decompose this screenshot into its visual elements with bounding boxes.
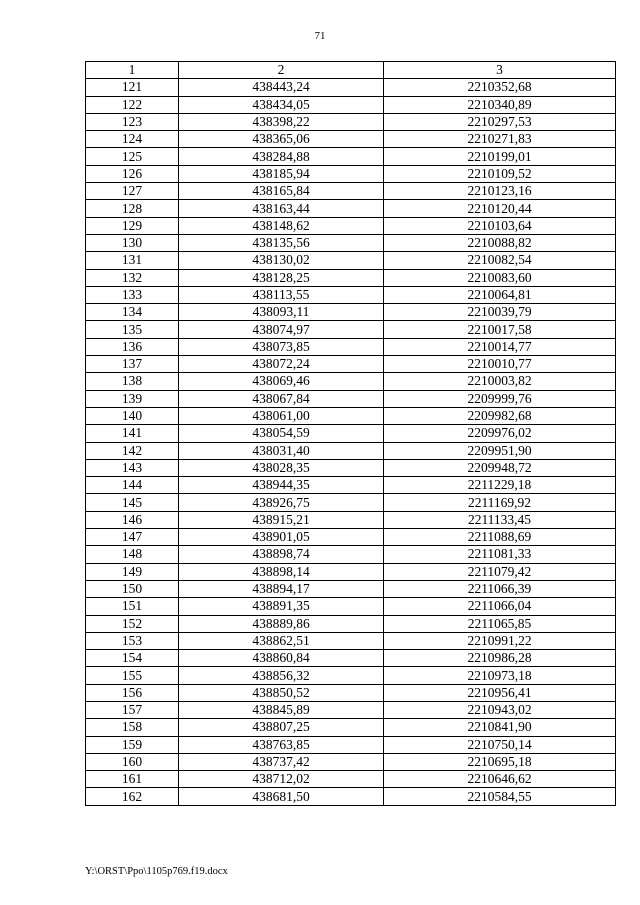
table-cell-col-1: 160	[86, 753, 179, 770]
table-row	[86, 580, 616, 597]
table-cell-col-3: 2210956,41	[384, 684, 616, 701]
table-cell-col-2: 438807,25	[179, 719, 384, 736]
table-cell-col-2: 438889,86	[179, 615, 384, 632]
table-body	[86, 79, 616, 805]
table-cell-col-1: 153	[86, 632, 179, 649]
table-cell-col-1: 131	[86, 252, 179, 269]
table-row	[86, 511, 616, 528]
table-cell-col-1: 150	[86, 580, 179, 597]
table-cell-col-2: 438069,46	[179, 373, 384, 390]
table-cell-col-2: 438862,51	[179, 632, 384, 649]
table-cell-col-1: 123	[86, 113, 179, 130]
table-cell-col-3: 2210120,44	[384, 200, 616, 217]
table-cell-col-3: 2211081,33	[384, 546, 616, 563]
table-cell-col-1: 140	[86, 407, 179, 424]
table-cell-col-2: 438165,84	[179, 183, 384, 200]
table-row	[86, 113, 616, 130]
table-cell-col-3: 2210017,58	[384, 321, 616, 338]
table-row	[86, 252, 616, 269]
table-cell-col-2: 438093,11	[179, 304, 384, 321]
table-cell-col-1: 138	[86, 373, 179, 390]
table-row	[86, 771, 616, 788]
table-cell-col-1: 134	[86, 304, 179, 321]
table-cell-col-2: 438073,85	[179, 338, 384, 355]
table-cell-col-3: 2210841,90	[384, 719, 616, 736]
table-cell-col-1: 161	[86, 771, 179, 788]
table-cell-col-2: 438185,94	[179, 165, 384, 182]
table-cell-col-3: 2210010,77	[384, 356, 616, 373]
table-cell-col-3: 2210123,16	[384, 183, 616, 200]
table-row	[86, 615, 616, 632]
table-cell-col-3: 2210039,79	[384, 304, 616, 321]
table-row	[86, 494, 616, 511]
table-cell-col-1: 132	[86, 269, 179, 286]
table-cell-col-2: 438135,56	[179, 234, 384, 251]
table-cell-col-1: 154	[86, 650, 179, 667]
table-row	[86, 356, 616, 373]
table-cell-col-1: 130	[86, 234, 179, 251]
table-cell-col-3: 2210199,01	[384, 148, 616, 165]
table-cell-col-3: 2211133,45	[384, 511, 616, 528]
table-cell-col-3: 2209948,72	[384, 459, 616, 476]
table-cell-col-1: 162	[86, 788, 179, 805]
table-cell-col-3: 2210064,81	[384, 286, 616, 303]
table-row	[86, 459, 616, 476]
table-row	[86, 269, 616, 286]
table-cell-col-2: 438856,32	[179, 667, 384, 684]
table-row	[86, 788, 616, 805]
table-cell-col-2: 438944,35	[179, 477, 384, 494]
table-cell-col-1: 124	[86, 131, 179, 148]
table-cell-col-2: 438128,25	[179, 269, 384, 286]
table-cell-col-2: 438763,85	[179, 736, 384, 753]
table-cell-col-1: 157	[86, 701, 179, 718]
table-row	[86, 529, 616, 546]
table-cell-col-2: 438894,17	[179, 580, 384, 597]
table-cell-col-2: 438712,02	[179, 771, 384, 788]
table-cell-col-3: 2210109,52	[384, 165, 616, 182]
table-row	[86, 407, 616, 424]
table-cell-col-2: 438163,44	[179, 200, 384, 217]
table-cell-col-1: 125	[86, 148, 179, 165]
footer-file-path: Y:\ORST\Ppo\1105p769.f19.docx	[85, 866, 228, 877]
table-row	[86, 425, 616, 442]
table-cell-col-2: 438398,22	[179, 113, 384, 130]
table-cell-col-1: 121	[86, 79, 179, 96]
table-row	[86, 304, 616, 321]
table-cell-col-3: 2211066,39	[384, 580, 616, 597]
table-cell-col-1: 142	[86, 442, 179, 459]
table-cell-col-1: 151	[86, 598, 179, 615]
table-cell-col-3: 2210973,18	[384, 667, 616, 684]
table-row	[86, 736, 616, 753]
table-cell-col-3: 2211066,04	[384, 598, 616, 615]
table-cell-col-1: 152	[86, 615, 179, 632]
table-row	[86, 234, 616, 251]
table-cell-col-2: 438031,40	[179, 442, 384, 459]
table-cell-col-2: 438850,52	[179, 684, 384, 701]
table-cell-col-3: 2210103,64	[384, 217, 616, 234]
table-row	[86, 96, 616, 113]
table-cell-col-2: 438434,05	[179, 96, 384, 113]
table-cell-col-2: 438926,75	[179, 494, 384, 511]
page-number: 71	[314, 30, 326, 42]
table-cell-col-2: 438113,55	[179, 286, 384, 303]
table-row	[86, 650, 616, 667]
table-row	[86, 79, 616, 96]
table-row	[86, 753, 616, 770]
table-header	[86, 62, 616, 79]
table-cell-col-2: 438915,21	[179, 511, 384, 528]
table-cell-col-1: 126	[86, 165, 179, 182]
table-cell-col-1: 156	[86, 684, 179, 701]
table-row	[86, 598, 616, 615]
table-cell-col-2: 438284,88	[179, 148, 384, 165]
table-row	[86, 442, 616, 459]
table-row	[86, 701, 616, 718]
table-cell-col-2: 438067,84	[179, 390, 384, 407]
table-cell-col-2: 438898,74	[179, 546, 384, 563]
coordinates-table	[85, 61, 616, 806]
table-cell-col-3: 2210986,28	[384, 650, 616, 667]
table-row	[86, 183, 616, 200]
table-cell-col-1: 149	[86, 563, 179, 580]
table-cell-col-3: 2211088,69	[384, 529, 616, 546]
table-cell-col-2: 438737,42	[179, 753, 384, 770]
table-cell-col-1: 127	[86, 183, 179, 200]
table-cell-col-3: 2210088,82	[384, 234, 616, 251]
table-cell-col-1: 135	[86, 321, 179, 338]
table-cell-col-2: 438860,84	[179, 650, 384, 667]
table-cell-col-1: 122	[86, 96, 179, 113]
table-cell-col-1: 139	[86, 390, 179, 407]
table-row	[86, 719, 616, 736]
table-cell-col-3: 2210003,82	[384, 373, 616, 390]
table-cell-col-1: 133	[86, 286, 179, 303]
table-cell-col-1: 129	[86, 217, 179, 234]
header-col-2: 2	[179, 62, 384, 79]
table-cell-col-1: 136	[86, 338, 179, 355]
table-cell-col-3: 2210271,83	[384, 131, 616, 148]
table-cell-col-2: 438845,89	[179, 701, 384, 718]
table-cell-col-2: 438901,05	[179, 529, 384, 546]
table-cell-col-3: 2210991,22	[384, 632, 616, 649]
table-row	[86, 373, 616, 390]
table-cell-col-2: 438054,59	[179, 425, 384, 442]
table-cell-col-2: 438028,35	[179, 459, 384, 476]
table-cell-col-3: 2209951,90	[384, 442, 616, 459]
table-row	[86, 321, 616, 338]
table-cell-col-3: 2210014,77	[384, 338, 616, 355]
table-cell-col-3: 2210083,60	[384, 269, 616, 286]
table-cell-col-2: 438148,62	[179, 217, 384, 234]
table-row	[86, 667, 616, 684]
table-cell-col-3: 2210352,68	[384, 79, 616, 96]
table-cell-col-1: 141	[86, 425, 179, 442]
table-row	[86, 200, 616, 217]
table-row	[86, 632, 616, 649]
table-cell-col-3: 2210943,02	[384, 701, 616, 718]
table-cell-col-3: 2211065,85	[384, 615, 616, 632]
table-cell-col-2: 438061,00	[179, 407, 384, 424]
table-row	[86, 286, 616, 303]
table-cell-col-3: 2211229,18	[384, 477, 616, 494]
table-row	[86, 563, 616, 580]
table-cell-col-1: 159	[86, 736, 179, 753]
table-cell-col-2: 438443,24	[179, 79, 384, 96]
table-cell-col-3: 2209976,02	[384, 425, 616, 442]
table-row	[86, 390, 616, 407]
header-col-3: 3	[384, 62, 616, 79]
table-cell-col-2: 438130,02	[179, 252, 384, 269]
table-row	[86, 546, 616, 563]
table-row	[86, 684, 616, 701]
table-cell-col-1: 147	[86, 529, 179, 546]
table-cell-col-2: 438074,97	[179, 321, 384, 338]
table-row	[86, 148, 616, 165]
table-row	[86, 477, 616, 494]
table-cell-col-3: 2210082,54	[384, 252, 616, 269]
table-cell-col-1: 145	[86, 494, 179, 511]
table-cell-col-3: 2210750,14	[384, 736, 616, 753]
table-cell-col-3: 2211169,92	[384, 494, 616, 511]
table-row	[86, 217, 616, 234]
table-cell-col-3: 2209999,76	[384, 390, 616, 407]
table-cell-col-3: 2210695,18	[384, 753, 616, 770]
table-cell-col-2: 438681,50	[179, 788, 384, 805]
table-cell-col-3: 2211079,42	[384, 563, 616, 580]
table-cell-col-1: 128	[86, 200, 179, 217]
table-cell-col-3: 2210340,89	[384, 96, 616, 113]
table-cell-col-1: 155	[86, 667, 179, 684]
table-cell-col-3: 2210584,55	[384, 788, 616, 805]
table-cell-col-1: 158	[86, 719, 179, 736]
table-cell-col-2: 438898,14	[179, 563, 384, 580]
table-row	[86, 338, 616, 355]
table-cell-col-2: 438365,06	[179, 131, 384, 148]
table-row	[86, 165, 616, 182]
header-row	[86, 62, 616, 79]
table-cell-col-1: 143	[86, 459, 179, 476]
table-row	[86, 131, 616, 148]
table-cell-col-2: 438891,35	[179, 598, 384, 615]
table-cell-col-1: 137	[86, 356, 179, 373]
table-cell-col-2: 438072,24	[179, 356, 384, 373]
table-cell-col-1: 144	[86, 477, 179, 494]
table-cell-col-1: 148	[86, 546, 179, 563]
table-cell-col-3: 2209982,68	[384, 407, 616, 424]
table-cell-col-1: 146	[86, 511, 179, 528]
table-cell-col-3: 2210297,53	[384, 113, 616, 130]
table-cell-col-3: 2210646,62	[384, 771, 616, 788]
header-col-1: 1	[86, 62, 179, 79]
